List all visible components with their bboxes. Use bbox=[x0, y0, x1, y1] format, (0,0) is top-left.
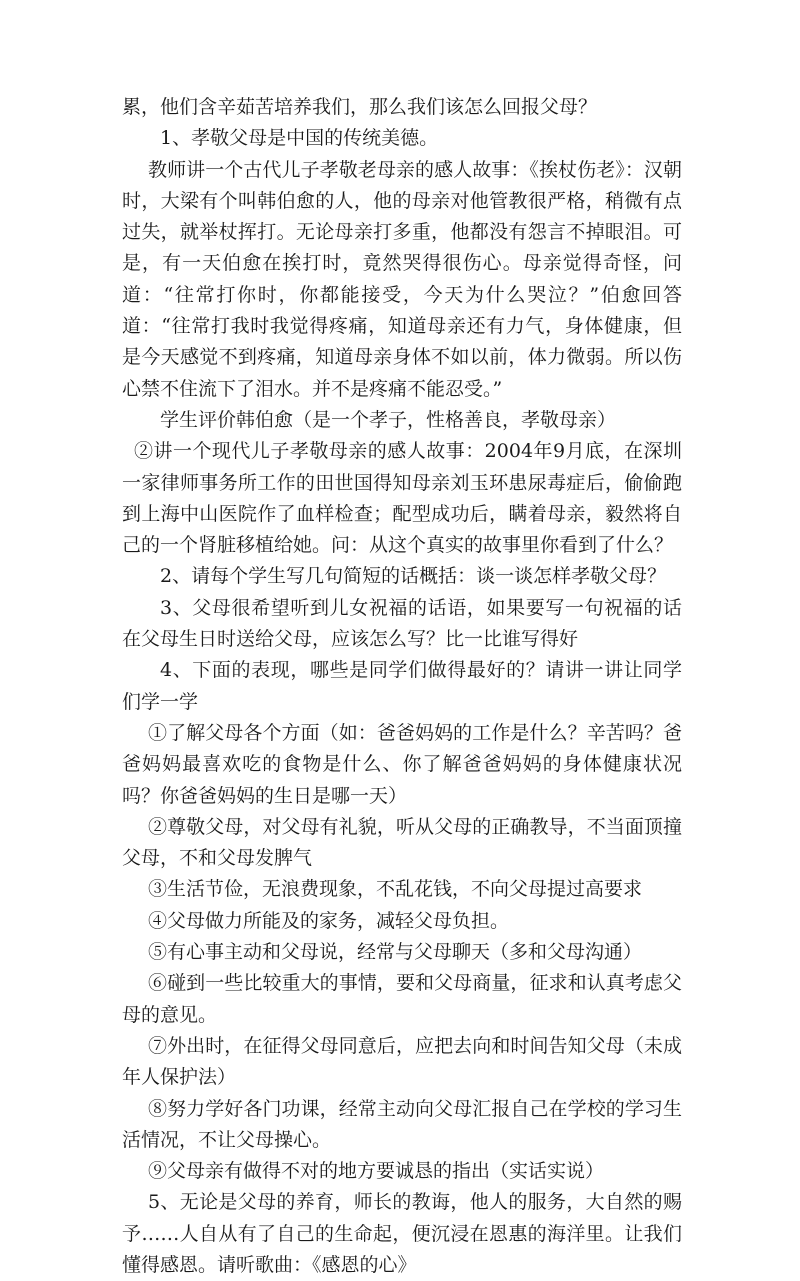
list-item-5: ⑤有心事主动和父母说，经常与父母聊天（多和父母沟通） bbox=[148, 941, 643, 964]
list-item-7: ⑦外出时，在征得父母同意后，应把去向和时间告知父母（未成年人保护法） bbox=[122, 1034, 682, 1089]
paragraph-intro-continued: 累，他们含辛茹苦培养我们，那么我们该怎么回报父母？ bbox=[122, 96, 598, 118]
paragraph-section-3: 3、父母很希望听到儿女祝福的话语，如果要写一句祝福的话在父母生日时送给父母，应该怎么写？比一比谁写得好 bbox=[122, 596, 682, 651]
paragraph-student-evaluation: 学生评价韩伯愈（是一个孝子，性格善良，孝敬母亲） bbox=[160, 408, 617, 431]
list-item-2: ②尊敬父母，对父母有礼貌，听从父母的正确教导，不当面顶撞父母，不和父母发脾气 bbox=[122, 815, 682, 870]
list-item-9: ⑨父母亲有做得不对的地方要诚恳的指出（实话实说） bbox=[148, 1160, 605, 1183]
list-item-4: ④父母做力所能及的家务，减轻父母负担。 bbox=[148, 909, 510, 932]
paragraph-section-1-heading: 1、孝敬父母是中国的传统美德。 bbox=[160, 127, 439, 150]
document-page bbox=[122, 92, 682, 1281]
paragraph-section-4: 4、下面的表现，哪些是同学们做得最好的？请讲一讲让同学们学一学 bbox=[122, 659, 682, 713]
paragraph-section-2: 2、请每个学生写几句简短的话概括：谈一谈怎样孝敬父母？ bbox=[160, 565, 667, 588]
list-item-6: ⑥碰到一些比较重大的事情，要和父母商量，征求和认真考虑父母的意见。 bbox=[122, 972, 682, 1026]
list-item-3: ③生活节俭，无浪费现象，不乱花钱，不向父母提过高要求 bbox=[148, 878, 643, 901]
paragraph-ancient-story: 教师讲一个古代儿子孝敬老母亲的感人故事：《挨杖伤老》：汉朝时，大梁有个叫韩伯愈的人，他的母亲对他管教很严格，稍微有点过失，就举杖挥打。无论母亲打多重，他都没有怨言不掉眼泪。可是，有一天伯愈在挨打时，竟然哭得很伤心。母亲觉得奇怪，问道：“往常打你时，你都能接受，今天为什么哭泣？”伯愈回答道：“往常打我时我觉得疼痛，知道母亲还有力气，身体健康，但是今天感觉不到疼痛，知道母亲身体不如以前，体力微弱。所以伤心禁不住流下了泪水。并不是疼痛不能忍受。” bbox=[122, 158, 682, 400]
list-item-8: ⑧努力学好各门功课，经常主动向父母汇报自己在学校的学习生活情况，不让父母操心。 bbox=[122, 1097, 682, 1151]
paragraph-section-5: 5、无论是父母的养育，师长的教诲，他人的服务，大自然的赐予……人自从有了自己的生命起，便沉浸在恩惠的海洋里。让我们懂得感恩。请听歌曲：《感恩的心》 bbox=[122, 1191, 682, 1276]
paragraph-modern-story: ②讲一个现代儿子孝敬母亲的感人故事：2004年9月底，在深圳一家律师事务所工作的田世国得知母亲刘玉环患尿毒症后，偷偷跑到上海中山医院作了血样检查；配型成功后，瞒着母亲，毅然将自己的一个肾脏移植给她。问：从这个真实的故事里你看到了什么？ bbox=[122, 440, 682, 557]
list-item-1: ①了解父母各个方面（如：爸爸妈妈的工作是什么？辛苦吗？爸爸妈妈最喜欢吃的食物是什么、你了解爸爸妈妈的身体健康状况吗？你爸爸妈妈的生日是哪一天） bbox=[122, 721, 682, 807]
